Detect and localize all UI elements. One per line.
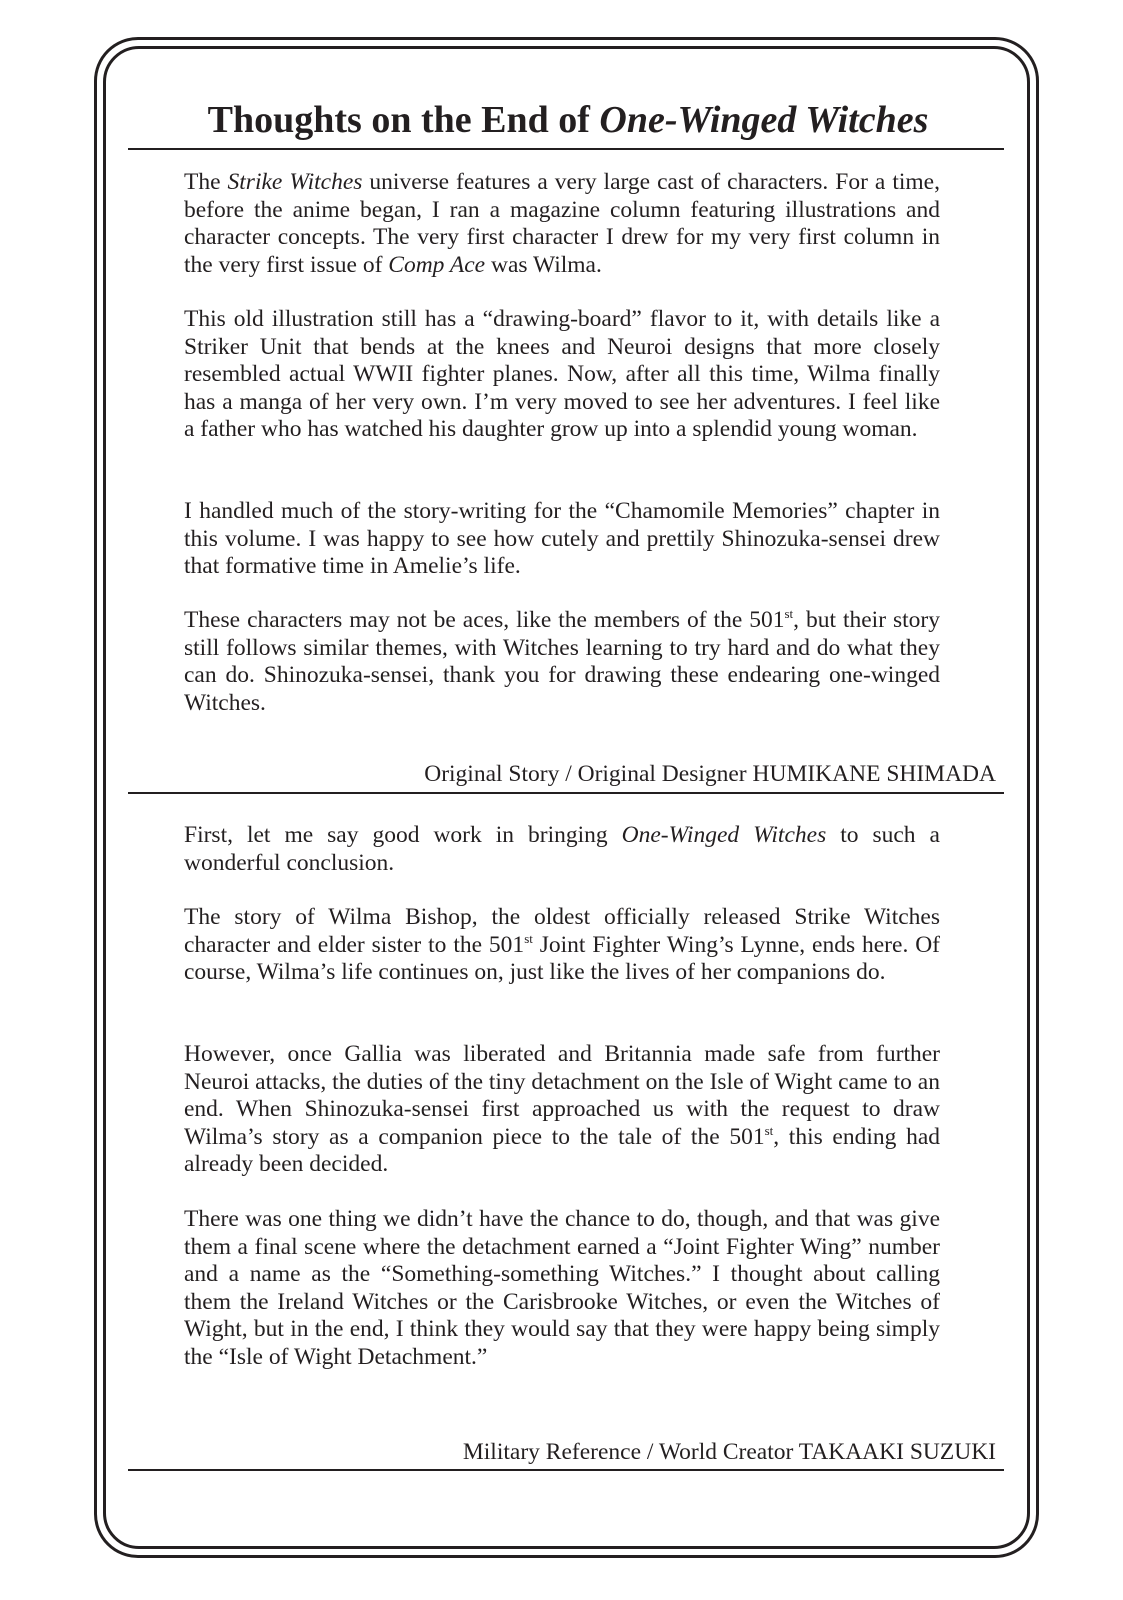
title-italic: One-Winged Witches	[599, 99, 929, 141]
text-run: Joint Fighter Wing’s Lynne, ends here. Of course, Wilma’s life continues on, just like the lives of her companions do.	[184, 931, 941, 985]
essay-section-shimada-p3	[184, 498, 940, 581]
page-title	[128, 96, 1008, 144]
essay-section-suzuki-p4	[184, 1206, 940, 1371]
paragraph-3: I handled much of the story-writing for the “Chamomile Memories” chapter in this volume. I was happy to see how cutely and prettily Shinozuka-sensei drew that formative time in Amelie’s life.	[184, 498, 940, 579]
essay-section-shimada	[184, 169, 940, 279]
italic-title-one-winged-witches: One-Winged Witches	[621, 822, 827, 848]
ordinal-suffix: st	[764, 1122, 774, 1138]
text-run: The story of Wilma Bishop, the oldest officially released Strike Witches character and elder sister to the 501	[184, 904, 940, 958]
text-run: , this ending had already been decided.	[184, 1123, 941, 1177]
text-run: to such a wonderful conclusion.	[184, 822, 940, 876]
ordinal-suffix: st	[524, 930, 533, 946]
title-rule	[128, 148, 1004, 150]
author-credit-suzuki: Military Reference / World Creator TAKAAKI SUZUKI	[462, 1439, 996, 1465]
text-run: The	[184, 169, 228, 195]
paragraph-5	[184, 822, 940, 877]
paragraph-1	[184, 169, 940, 279]
text-run: universe features a very large cast of characters. For a time, before the anime began, I ran a magazine column featuring illustrations and character concepts. The very first character I drew for my very first column in the very first issue of	[184, 169, 940, 278]
paragraph-8: There was one thing we didn’t have the chance to do, though, and that was give them a final scene where the detachment earned a “Joint Fighter Wing” number and a name as the “Something-something Witches.” I thought about calling them the Ireland Witches or the Carisbrooke Witches, or even the Witches of Wight, but in the end, I think they would say that they were happy being simply the “Isle of Wight Detachment.”	[184, 1206, 940, 1370]
text-run: , but their story still follows similar themes, with Witches learning to try hard and do what they can do. Shinozuka-sensei, thank you for drawing these endearing one-winged Witches.	[184, 607, 940, 716]
text-run: However, once Gallia was liberated and Britannia made safe from further Neuroi attacks, the duties of the tiny detachment on the Isle of Wight came to an end. When Shinozuka-sensei first approached us with the request to draw Wilma’s story as a companion piece to the tale of the 501	[184, 1041, 940, 1150]
text-run: These characters may not be aces, like the members of the 501	[184, 607, 785, 633]
author-credit-shimada: Original Story / Original Designer HUMIKANE SHIMADA	[424, 761, 996, 787]
essay-section-suzuki-p3	[184, 1041, 940, 1179]
essay-section-shimada-p2	[184, 306, 940, 444]
text-run: was Wilma.	[485, 251, 602, 278]
paragraph-4	[184, 607, 940, 717]
paragraph-7	[184, 1041, 940, 1179]
essay-section-shimada-p4	[184, 607, 940, 717]
essay-section-suzuki-p1	[184, 822, 940, 877]
title-prefix: Thoughts on the End of	[207, 99, 600, 141]
essay-section-suzuki-p2	[184, 904, 940, 987]
ordinal-suffix: st	[784, 606, 794, 621]
italic-title-strike-witches: Strike Witches	[227, 169, 363, 195]
italic-title-comp-ace: Comp Ace	[388, 251, 486, 278]
text-run: First, let me say good work in bringing	[184, 822, 622, 848]
section-divider-rule	[128, 792, 1004, 794]
bottom-rule	[128, 1469, 1004, 1471]
paragraph-2: This old illustration still has a “drawing-board” flavor to it, with details like a Striker Unit that bends at the knees and Neuroi designs that more closely resembled actual WWII fighter planes. Now, after all this time, Wilma finally has a manga of her very own. I’m very moved to see her adventures. I feel like a father who has watched his daughter grow up into a splendid young woman.	[184, 306, 940, 442]
paragraph-6	[184, 904, 940, 987]
